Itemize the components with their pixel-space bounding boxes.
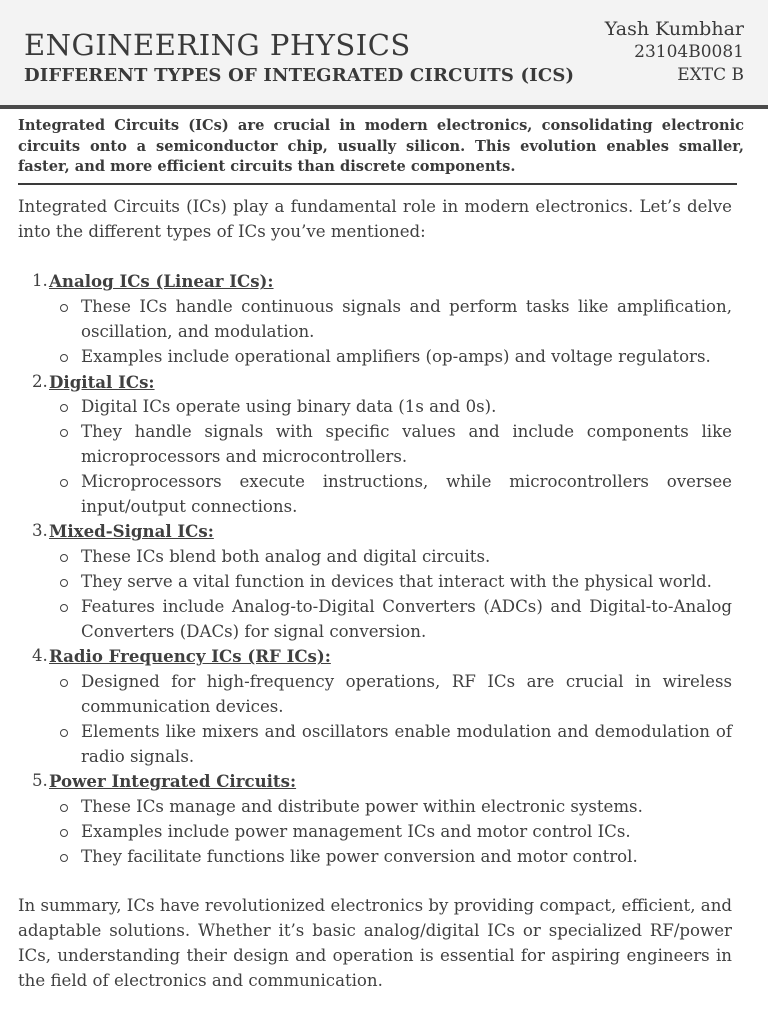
sub-list [49,295,732,369]
item-number: 3. [32,521,48,541]
sub-list-item [49,295,732,345]
circle-bullet-icon [60,804,68,812]
point-text: Digital ICs operate using binary data (1s and 0s). [81,397,497,417]
sub-list-item [49,795,732,820]
point-text: Examples include power management ICs and motor control ICs. [81,821,631,841]
item-number: 2. [32,371,48,391]
ic-types-list [18,269,732,869]
circle-bullet-icon [60,854,68,862]
point-text: Features include Analog-to-Digital Converters (ADCs) and Digital-to-Analog Converters (DACs) for signal conversion. [81,596,732,641]
list-item [18,370,732,520]
item-heading: Mixed-Signal ICs: [49,521,214,542]
divider [18,183,737,185]
circle-bullet-icon [60,429,68,437]
item-number: 5. [32,771,48,791]
item-heading: Power Integrated Circuits: [49,771,297,792]
circle-bullet-icon [60,354,68,362]
point-text: They facilitate functions like power conversion and motor control. [81,846,638,866]
circle-bullet-icon [60,554,68,562]
point-text: They handle signals with specific values and include components like microprocessors and microcontrollers. [81,422,732,466]
lead-paragraph: Integrated Circuits (ICs) play a fundamental role in modern electronics. Let’s delve into the different types of ICs you’ve mentioned: [18,197,732,241]
point-text: They serve a vital function in devices that interact with the physical world. [81,571,712,591]
sub-list-item [49,570,732,595]
circle-bullet-icon [60,579,68,587]
list-item [18,769,732,869]
sub-list-item [49,470,732,520]
sub-list [49,395,732,519]
sub-list-item [49,595,732,645]
sub-list-item [49,820,732,845]
circle-bullet-icon [60,404,68,412]
main-content [18,195,732,994]
course-title: ENGINEERING PHYSICS [24,28,411,62]
item-heading: Radio Frequency ICs (RF ICs): [49,646,331,667]
sub-list [49,545,732,644]
roll-number: 23104B0081 [634,42,744,62]
list-item [18,644,732,769]
circle-bullet-icon [60,729,68,737]
point-text: Microprocessors execute instructions, while microcontrollers oversee input/output connections. [81,471,732,516]
list-item [18,519,732,644]
sub-list [49,795,732,869]
item-heading: Digital ICs: [49,371,155,392]
sub-list-item [49,545,732,570]
point-text: Examples include operational amplifiers (op-amps) and voltage regulators. [81,346,711,366]
division: EXTC B [677,65,744,85]
page-header [0,0,768,109]
circle-bullet-icon [60,829,68,837]
sub-list-item [49,720,732,770]
item-number: 1. [32,271,48,291]
list-item [18,269,732,369]
circle-bullet-icon [60,679,68,687]
point-text: Elements like mixers and oscillators enable modulation and demodulation of radio signals. [81,721,732,766]
intro-paragraph: Integrated Circuits (ICs) are crucial in modern electronics, consolidating electronic circuits onto a semiconductor chip, usually silicon. This evolution enables smaller, faster, and more efficient circuits than discrete components. [18,117,744,175]
item-heading: Analog ICs (Linear ICs): [49,271,274,292]
circle-bullet-icon [60,304,68,312]
sub-list-item [49,395,732,420]
circle-bullet-icon [60,604,68,612]
point-text: These ICs manage and distribute power within electronic systems. [81,797,643,817]
summary-paragraph: In summary, ICs have revolutionized electronics by providing compact, efficient, and adaptable solutions. Whether it’s basic analog/digital ICs or specialized RF/power ICs, understanding their design and operation is essential for aspiring engineers in the field of electronics and communication. [18,896,732,990]
item-number: 4. [32,646,48,666]
sub-list-item [49,845,732,870]
point-text: These ICs blend both analog and digital circuits. [81,547,491,567]
author-name: Yash Kumbhar [604,18,744,40]
sub-list [49,670,732,769]
sub-list-item [49,345,732,370]
sub-list-item [49,670,732,720]
point-text: These ICs handle continuous signals and perform tasks like amplification, oscillation, and modulation. [81,297,732,341]
point-text: Designed for high-frequency operations, RF ICs are crucial in wireless communication devices. [81,672,732,716]
topic-title: DIFFERENT TYPES OF INTEGRATED CIRCUITS (ICS) [24,65,575,86]
sub-list-item [49,420,732,470]
circle-bullet-icon [60,479,68,487]
author-block [605,18,744,87]
